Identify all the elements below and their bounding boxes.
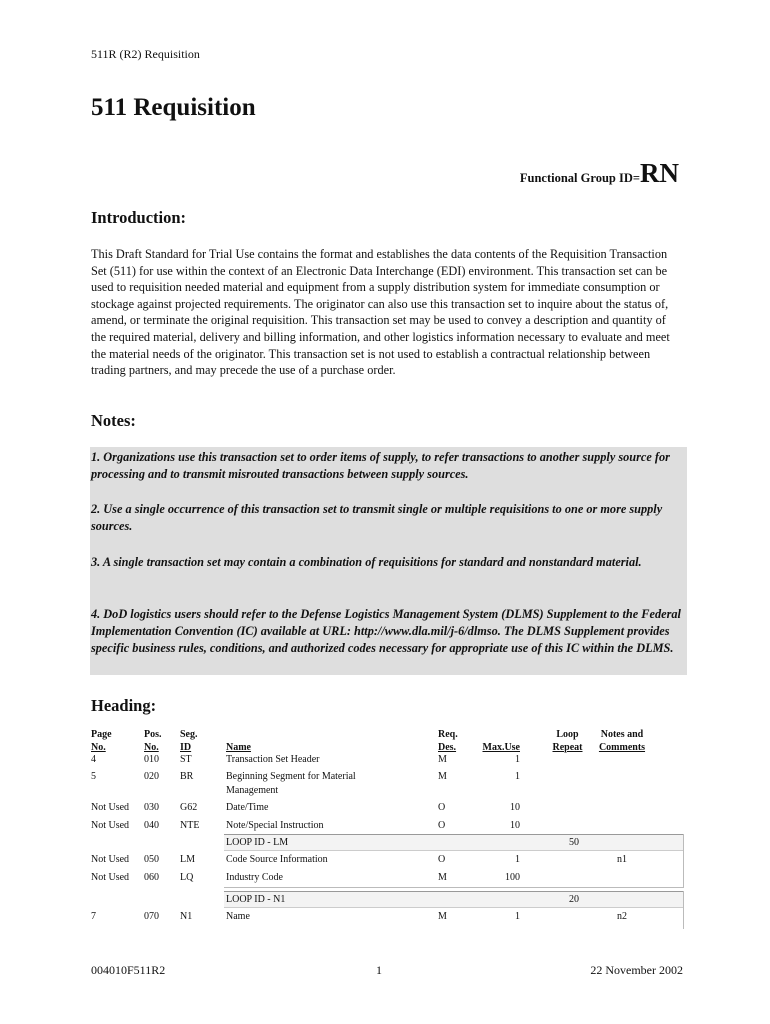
row-req: O (438, 854, 446, 865)
row-max: 1 (515, 771, 520, 782)
row-pos: 030 (144, 802, 159, 813)
row-req: O (438, 820, 446, 831)
row-name: Note/Special Instruction (226, 820, 324, 831)
row-page: 4 (91, 754, 96, 765)
loop-repeat: 20 (569, 894, 579, 905)
row-req: O (438, 802, 446, 813)
document-title: 511 Requisition (91, 94, 256, 121)
row-page: 7 (91, 911, 96, 922)
row-notes: n1 (617, 854, 627, 865)
col-seg-2: ID (180, 742, 192, 753)
loop-bracket-lm (683, 834, 684, 888)
loop-label: LOOP ID - LM (226, 837, 289, 848)
notes-heading: Notes: (91, 411, 136, 430)
col-max-use: Max.Use (482, 742, 520, 753)
row-page: Not Used (91, 820, 130, 831)
functional-group-label: Functional Group ID= (519, 171, 640, 185)
row-name: Name (226, 911, 250, 922)
row-seg: N1 (180, 911, 193, 922)
col-loop-1: Loop (556, 729, 579, 740)
row-name: Beginning Segment for Material (226, 771, 356, 782)
row-seg: NTE (180, 820, 200, 831)
row-req: M (438, 771, 447, 782)
row-max: 1 (515, 854, 520, 865)
footer-page-number: 1 (376, 963, 382, 977)
row-seg: G62 (180, 802, 198, 813)
col-req-1: Req. (438, 729, 458, 740)
note-item: 3. A single transaction set may contain a combination of requisitions for standard and nonstandard material. (91, 555, 642, 569)
col-pos-1: Pos. (144, 729, 162, 740)
introduction-heading: Introduction: (91, 208, 187, 227)
row-seg: LM (180, 854, 195, 865)
row-pos: 040 (144, 820, 159, 831)
row-name-cont: Management (226, 785, 279, 796)
loop-end-rule (224, 887, 683, 888)
row-max: 10 (510, 820, 520, 831)
col-notes-2: Comments (598, 742, 646, 753)
row-pos: 020 (144, 771, 159, 782)
loop-repeat: 50 (569, 837, 579, 848)
row-seg: LQ (180, 872, 194, 883)
row-name: Code Source Information (226, 854, 328, 865)
row-name: Industry Code (226, 872, 283, 883)
row-req: M (438, 754, 447, 765)
col-seg-1: Seg. (180, 729, 198, 740)
introduction-text: This Draft Standard for Trial Use contains the format and establishes the data contents of the Requisition Transaction Set (511) for use within the context of an Electronic Data Interchange (EDI) environment. This transaction set can be used to requisition needed material and equipment from a supply distribution system for immediate consumption or stockage against projected requirements. The originator can also use this transaction set to inquire about the status of, amend, or terminate the original requisition. This transaction set may be used to convey a description and quantity of the required material, delivery and billing information, and other logistics information necessary to evaluate and meet the material needs of the originator. This transaction set is not used to establish a contractual relationship between trading partners, and may precede the use of a purchase order. (91, 247, 670, 378)
row-max: 10 (510, 802, 520, 813)
row-seg: ST (180, 754, 192, 765)
functional-group-id (520, 158, 679, 189)
row-max: 1 (515, 754, 520, 765)
row-page: Not Used (91, 854, 130, 865)
col-page-2: No. (91, 742, 106, 753)
heading-section-title: Heading: (91, 696, 157, 715)
loop-bar-lm (224, 834, 683, 851)
row-seg: BR (180, 771, 194, 782)
row-notes: n2 (617, 911, 627, 922)
loop-bracket-n1 (683, 891, 684, 929)
footer-doc-id: 004010F511R2 (91, 963, 166, 977)
col-loop-2: Repeat (552, 742, 583, 753)
col-req-2: Des. (438, 742, 457, 753)
row-pos: 010 (144, 754, 159, 765)
row-name: Transaction Set Header (226, 754, 320, 765)
footer-date: 22 November 2002 (590, 963, 683, 977)
row-max: 100 (505, 872, 520, 883)
row-page: Not Used (91, 802, 130, 813)
functional-group-code: RN (640, 158, 679, 188)
notes-box (90, 447, 687, 675)
loop-label: LOOP ID - N1 (226, 894, 286, 905)
row-page: Not Used (91, 872, 130, 883)
row-name: Date/Time (226, 802, 269, 813)
loop-bar-n1 (224, 891, 683, 908)
row-pos: 050 (144, 854, 159, 865)
running-header: 511R (R2) Requisition (91, 47, 200, 61)
row-page: 5 (91, 771, 96, 782)
note-item: 4. DoD logistics users should refer to the Defense Logistics Management System (DLMS) Supplement to the Federal Implementation Convention (IC) available at URL: http://www.dla.mil/j-6/dlmso. The DLMS Supplement provides specific business rules, conditions, and authorized codes necessary for appropriate use of this IC within the DLMS. (91, 607, 681, 655)
row-req: M (438, 872, 447, 883)
col-page-1: Page (91, 729, 112, 740)
row-max: 1 (515, 911, 520, 922)
col-notes-1: Notes and (600, 729, 644, 740)
row-pos: 060 (144, 872, 159, 883)
note-item: 2. Use a single occurrence of this transaction set to transmit single or multiple requisitions to one or more supply sources. (91, 502, 663, 533)
col-name: Name (226, 742, 251, 753)
row-pos: 070 (144, 911, 159, 922)
col-pos-2: No. (144, 742, 159, 753)
note-item: 1. Organizations use this transaction set to order items of supply, to refer transactions to another supply source for processing and to transmit misrouted transactions between supply sources. (91, 450, 670, 481)
row-req: M (438, 911, 447, 922)
